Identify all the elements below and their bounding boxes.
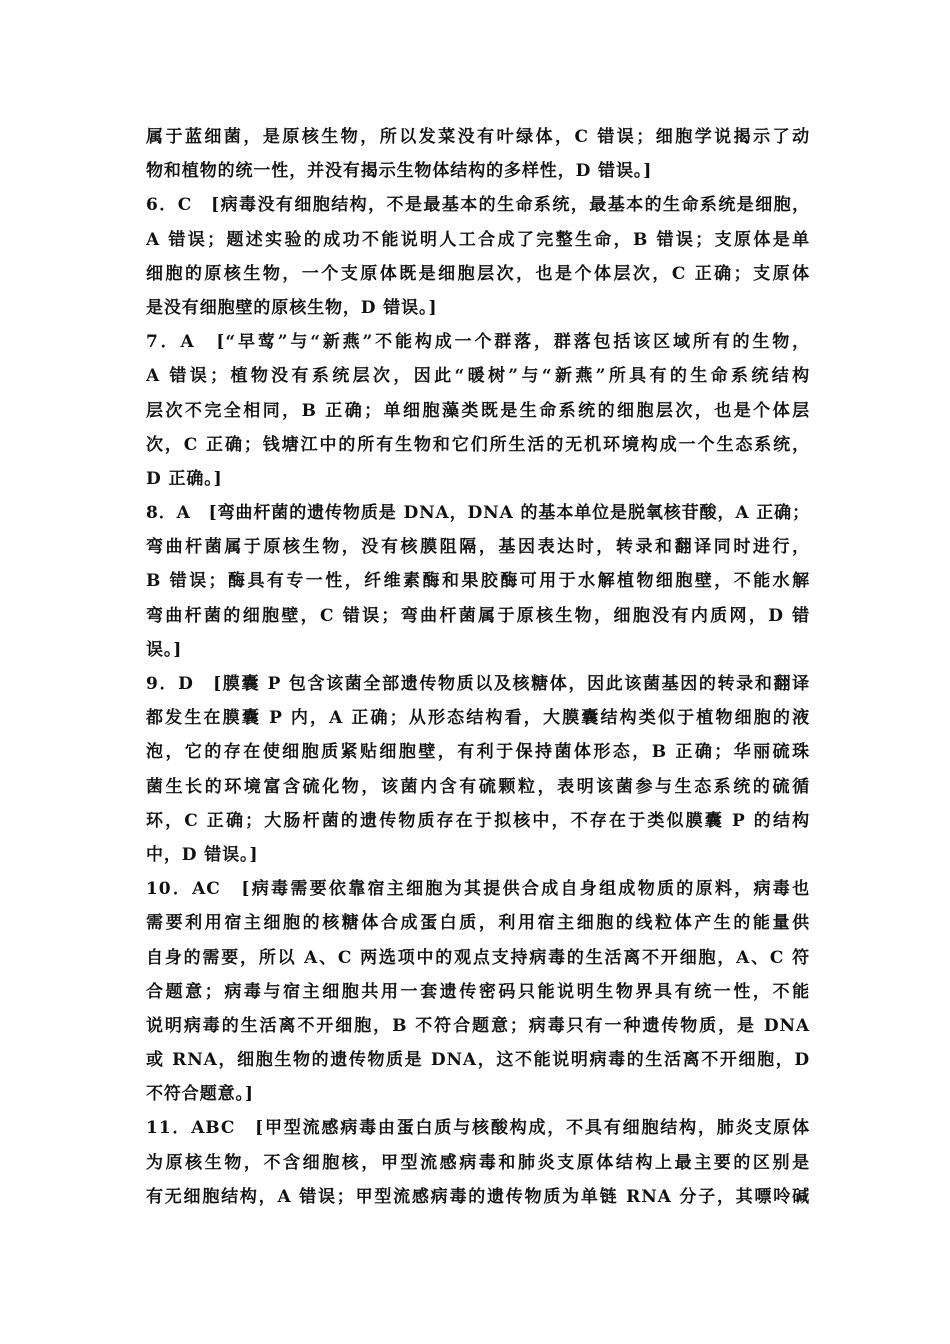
text-line: 10．AC [病毒需要依靠宿主细胞为其提供合成自身组成物质的原料，病毒也 <box>146 879 810 900</box>
text-line: 需要利用宿主细胞的核糖体合成蛋白质，利用宿主细胞的线粒体产生的能量供 <box>146 913 810 934</box>
text-line: 环，C 正确；大肠杆菌的遗传物质存在于拟核中，不存在于类似膜囊 P 的结构 <box>146 810 810 831</box>
text-line: 细胞的原核生物，一个支原体既是细胞层次，也是个体层次，C 正确；支原体 <box>146 263 810 284</box>
text-line: 9．D [膜囊 P 包含该菌全部遗传物质以及核糖体，因此该菌基因的转录和翻译 <box>146 674 810 694</box>
answer-text-block <box>146 120 810 1214</box>
text-line: 中，D 错误。] <box>146 844 259 865</box>
text-line: 为原核生物，不含细胞核，甲型流感病毒和肺炎支原体结构上最主要的区别是 <box>146 1152 810 1173</box>
text-line: 是没有细胞壁的原核生物，D 错误。] <box>146 297 438 318</box>
text-line: 弯曲杆菌的细胞壁，C 错误；弯曲杆菌属于原核生物，细胞没有内质网，D 错 <box>146 605 810 626</box>
text-line: 菌生长的环境富含硫化物，该菌内含有硫颗粒，表明该菌参与生态系统的硫循 <box>146 776 810 797</box>
text-line: 层次不完全相同，B 正确；单细胞藻类既是生命系统的细胞层次，也是个体层 <box>146 400 810 421</box>
text-line: 误。] <box>146 639 183 660</box>
text-line: 8．A [弯曲杆菌的遗传物质是 DNA，DNA 的基本单位是脱氧核苷酸，A 正确； <box>146 503 810 524</box>
text-line: B 错误；酶具有专一性，纤维素酶和果胶酶可用于水解植物细胞壁，不能水解 <box>146 571 810 592</box>
text-line: 合题意；病毒与宿主细胞共用一套遗传密码只能说明生物界具有统一性，不能 <box>146 981 810 1002</box>
text-line: 物和植物的统一性，并没有揭示生物体结构的多样性，D 错误。] <box>146 161 653 182</box>
text-line: 说明病毒的生活离不开细胞，B 不符合题意；病毒只有一种遗传物质，是 DNA <box>146 1015 810 1036</box>
text-line: D 正确。] <box>146 468 223 489</box>
text-line: A 错误；植物没有系统层次，因此“暖树”与“新燕”所具有的生命系统结构 <box>146 366 810 387</box>
text-line: 或 RNA，细胞生物的遗传物质是 DNA，这不能说明病毒的生活离不开细胞，D <box>146 1050 810 1071</box>
text-line: 次，C 正确；钱塘江中的所有生物和它们所生活的无机环境构成一个生态系统， <box>146 434 810 455</box>
text-line: 6．C [病毒没有细胞结构，不是最基本的生命系统，最基本的生命系统是细胞， <box>146 195 810 216</box>
text-line: 弯曲杆菌属于原核生物，没有核膜阻隔，基因表达时，转录和翻译同时进行， <box>146 537 810 558</box>
text-line: 不符合题意。] <box>146 1084 254 1105</box>
text-line: 属于蓝细菌，是原核生物，所以发菜没有叶绿体，C 错误；细胞学说揭示了动 <box>146 127 810 147</box>
text-line: 自身的需要，所以 A、C 两选项中的观点支持病毒的生活离不开细胞，A、C 符 <box>146 947 810 968</box>
text-line: A 错误；题述实验的成功不能说明人工合成了完整生命，B 错误；支原体是单 <box>146 229 810 250</box>
text-line: 泡，它的存在使细胞质紧贴细胞壁，有利于保持菌体形态，B 正确；华丽硫珠 <box>146 742 810 763</box>
text-line: 都发生在膜囊 P 内，A 正确；从形态结构看，大膜囊结构类似于植物细胞的液 <box>146 708 810 729</box>
text-line: 11．ABC [甲型流感病毒由蛋白质与核酸构成，不具有细胞结构，肺炎支原体 <box>146 1118 810 1139</box>
text-line: 7．A [“早莺”与“新燕”不能构成一个群落，群落包括该区域所有的生物， <box>146 332 810 353</box>
text-line: 有无细胞结构，A 错误；甲型流感病毒的遗传物质为单链 RNA 分子，其嘌呤碱 <box>146 1186 810 1207</box>
